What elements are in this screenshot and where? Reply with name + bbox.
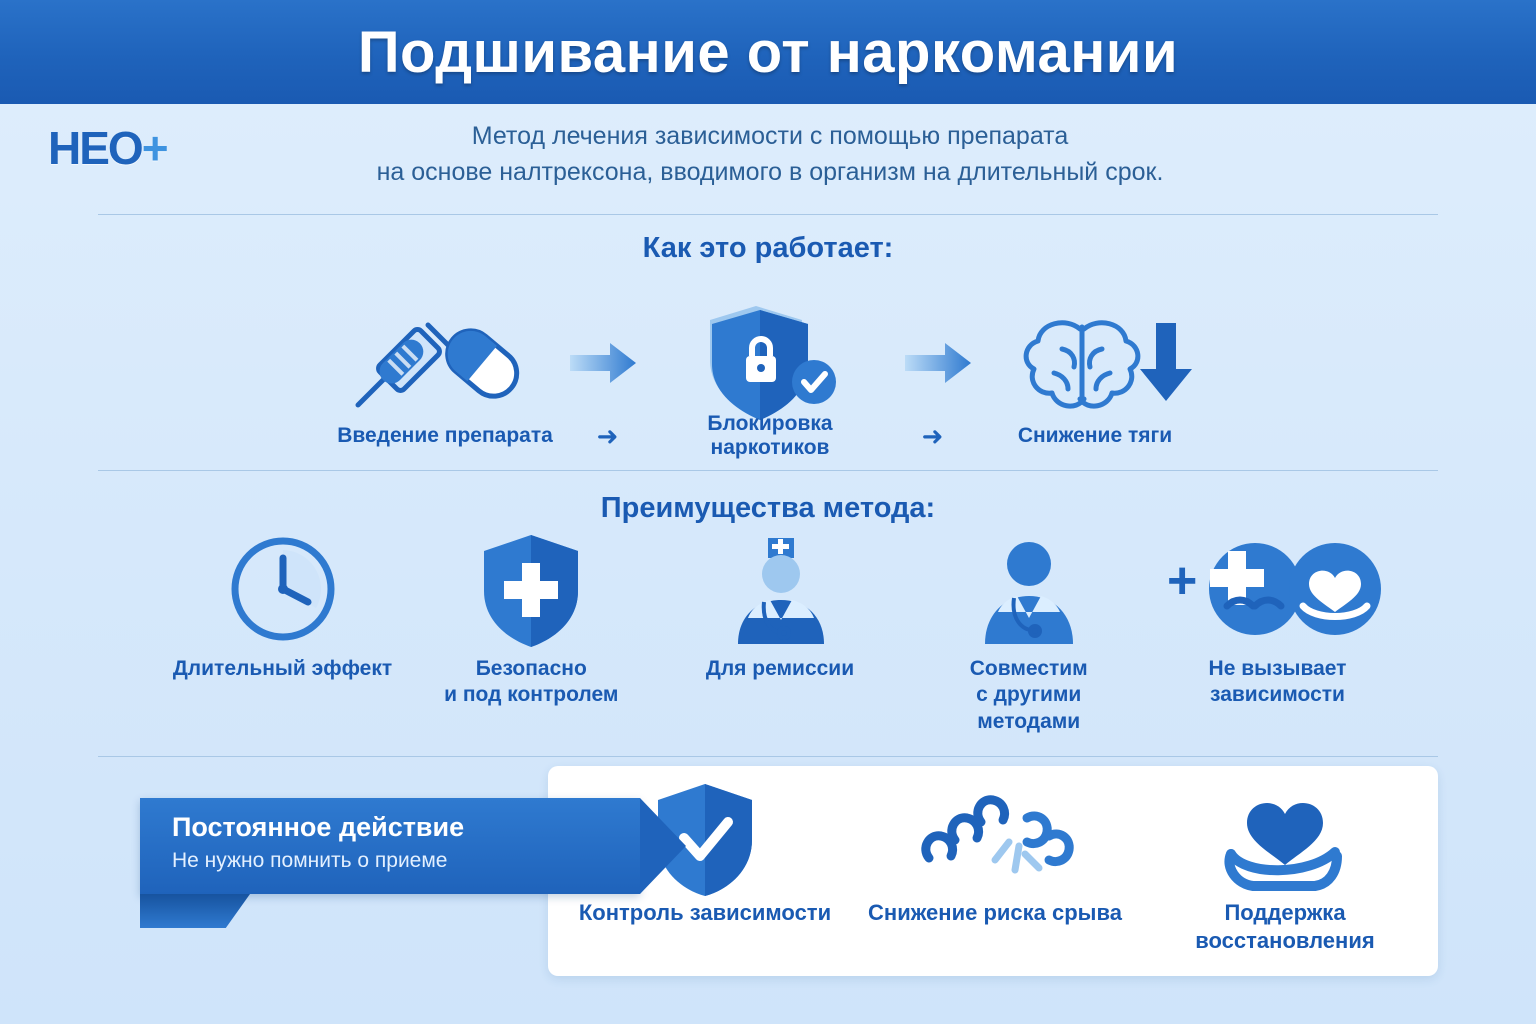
how-it-works-title: Как это работает: xyxy=(642,232,894,264)
ribbon-title: Постоянное действие xyxy=(172,812,465,842)
flow-label-arrow-2: ➜ xyxy=(921,421,944,451)
divider-3 xyxy=(98,756,1438,757)
intro-line-2: на основе налтрексона, вводимого в организм на длительный срок. xyxy=(376,158,1164,187)
benefit-label-long-effect: Длительный эффект xyxy=(172,657,393,680)
bottom-label-support-line-1: Поддержка xyxy=(1224,900,1346,925)
benefit-item-safe xyxy=(419,534,644,709)
intro-text xyxy=(290,118,1250,191)
shield-cross-icon xyxy=(476,534,586,644)
ribbon-subtitle: Не нужно помнить о приеме xyxy=(172,849,448,873)
benefit-item-remission xyxy=(668,534,893,682)
hand-heart-icon xyxy=(1215,786,1355,891)
benefit-label-compatible xyxy=(970,656,1088,735)
brand-logo xyxy=(48,120,238,176)
benefit-label-safe-line-2: и под контролем xyxy=(444,683,619,707)
benefit-label-non-addictive xyxy=(1209,656,1347,709)
page-title: Подшивание от наркомании xyxy=(357,19,1179,85)
intro-line-1: Метод лечения зависимости с помощью препарата xyxy=(471,122,1069,150)
bottom-items xyxy=(560,778,1430,968)
bottom-item-relapse xyxy=(860,786,1130,927)
benefit-label-remission: Для ремиссии xyxy=(705,657,855,680)
doctor-icon xyxy=(720,534,840,644)
divider-2 xyxy=(98,470,1438,471)
divider-1 xyxy=(98,214,1438,215)
ribbon-arrow-point xyxy=(640,798,686,894)
clock-icon xyxy=(228,534,338,644)
broken-chain-icon xyxy=(915,786,1075,891)
flow-step-2 xyxy=(665,298,875,428)
flow-arrow-icon-1 xyxy=(568,341,638,385)
ribbon-tail xyxy=(140,894,250,928)
benefits-title: Преимущества метода: xyxy=(600,492,936,524)
logo-text xyxy=(48,120,238,176)
chain-heart-hand-icon xyxy=(1163,534,1393,644)
benefit-label-non-addictive-line-2: зависимости xyxy=(1210,683,1345,707)
syringe-capsule-icon xyxy=(340,303,530,423)
flow-label-2: Блокировка наркотиков xyxy=(707,412,833,459)
brain-down-arrow-icon xyxy=(1010,303,1200,423)
benefit-label-compatible-line-1: Совместим xyxy=(969,657,1088,680)
logo-plus-icon: + xyxy=(141,122,167,174)
flow-label-arrow-1: ➜ xyxy=(596,421,619,451)
benefit-label-safe-line-1: Безопасно xyxy=(475,657,587,680)
bottom-label-support-line-2: восстановления xyxy=(1195,927,1375,953)
bottom-label-control: Контроль зависимости xyxy=(578,900,832,925)
header-banner xyxy=(0,0,1536,104)
benefit-item-compatible xyxy=(916,534,1141,735)
flow-step-3 xyxy=(1000,303,1210,423)
benefit-label-compatible-line-2: с другими xyxy=(976,683,1082,707)
flow-arrow-icon-2 xyxy=(903,341,973,385)
flow-step-1 xyxy=(330,303,540,423)
flow-label-1: Введение препарата xyxy=(337,424,553,447)
benefit-item-long-effect xyxy=(170,534,395,682)
ribbon-text xyxy=(172,812,642,873)
logo-word: HEO xyxy=(48,122,142,174)
patient-stethoscope-icon xyxy=(969,534,1089,644)
bottom-label-relapse: Снижение риска срыва xyxy=(868,900,1122,925)
shield-lock-icon xyxy=(690,298,850,428)
bottom-label-support xyxy=(1195,899,1374,954)
benefit-item-non-addictive xyxy=(1165,534,1390,709)
how-it-works-labels xyxy=(330,412,1210,460)
bottom-item-support xyxy=(1150,786,1420,954)
svg-text:+: + xyxy=(1166,552,1197,610)
benefit-label-non-addictive-line-1: Не вызывает xyxy=(1208,657,1347,680)
benefits-list xyxy=(170,534,1390,735)
flow-label-3: Снижение тяги xyxy=(1017,424,1173,447)
benefit-label-safe xyxy=(444,656,618,709)
benefit-label-compatible-line-3: методами xyxy=(977,709,1081,733)
